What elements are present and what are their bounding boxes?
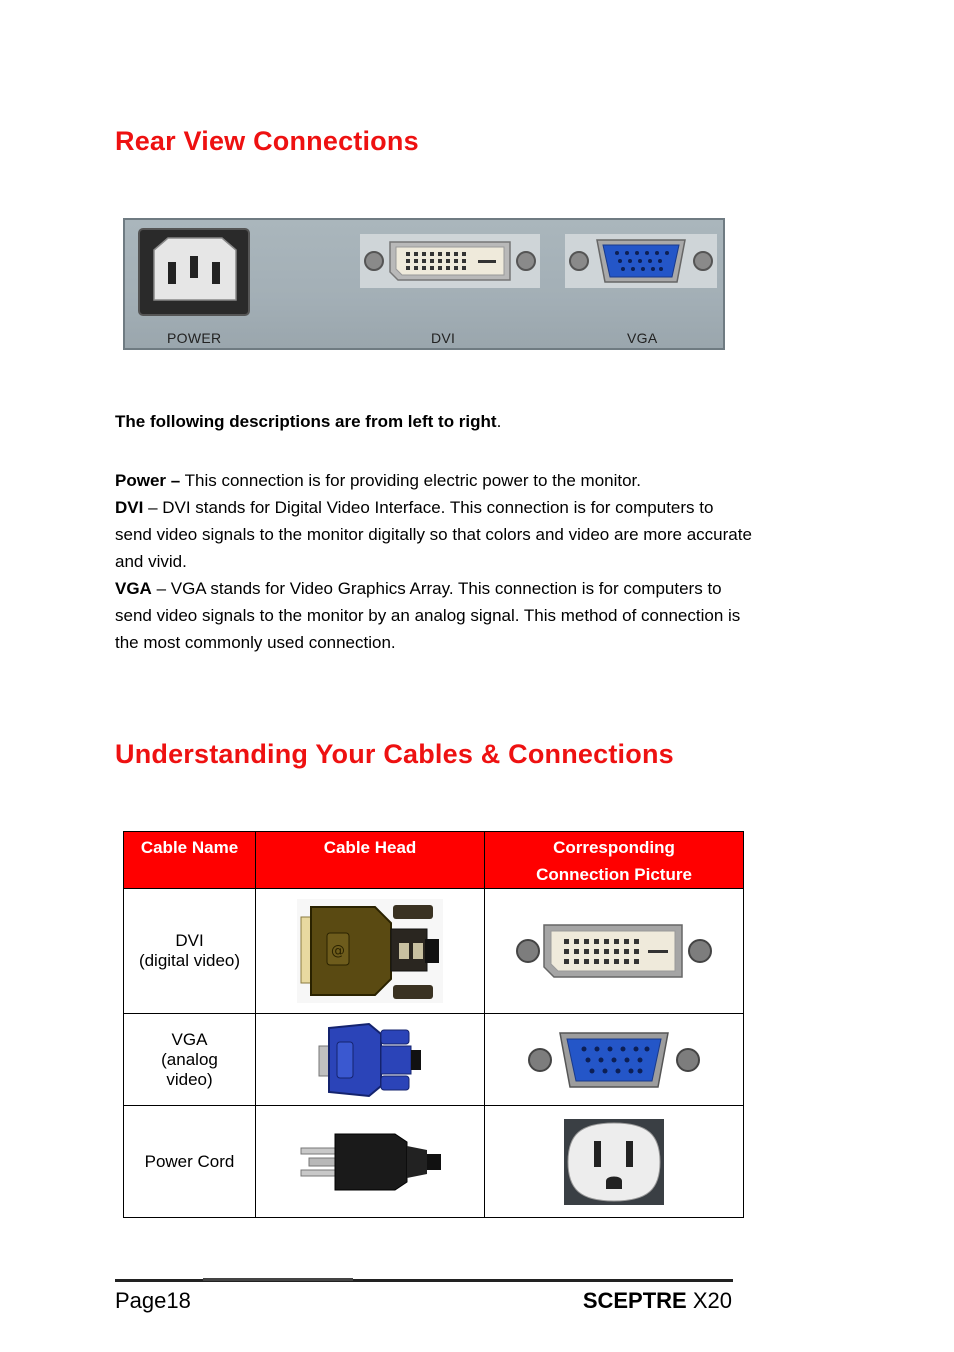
intro-tail: .	[496, 412, 502, 431]
connection-descriptions	[115, 467, 755, 656]
desc-body: This connection is for providing electric power to the monitor.	[180, 471, 642, 490]
panel-label-dvi: DVI	[431, 330, 456, 346]
power-plug-icon	[295, 1128, 445, 1196]
footer-rule-accent	[203, 1278, 353, 1281]
brand-name: SCEPTRE	[582, 1288, 687, 1313]
cable-name-cell	[124, 1014, 256, 1106]
vga-port-icon	[565, 234, 717, 288]
table-row	[124, 889, 744, 1014]
page-number: Page18	[115, 1288, 191, 1313]
table-row	[124, 1014, 744, 1106]
cable-name-sub: (digital video)	[138, 951, 241, 970]
section-title-rear-view: Rear View Connections	[115, 126, 419, 156]
connection-picture-cell	[485, 1106, 744, 1218]
desc-power	[115, 467, 755, 494]
power-outlet-icon	[564, 1119, 664, 1205]
power-socket-icon	[138, 228, 250, 316]
vga-port-icon	[526, 1029, 702, 1091]
desc-dvi	[115, 494, 755, 575]
table-header-row	[124, 832, 744, 889]
connection-picture-cell	[485, 889, 744, 1014]
cable-name-cell	[124, 1106, 256, 1218]
intro-text	[115, 412, 755, 432]
cable-name: Power Cord	[144, 1151, 235, 1171]
header-connection-picture: Corresponding Connection Picture	[485, 832, 744, 889]
intro-bold: The following descriptions are from left to right	[115, 412, 497, 431]
model-name: X20	[686, 1288, 732, 1313]
cable-name: DVI	[175, 931, 204, 950]
dvi-port-icon	[514, 919, 714, 983]
dvi-port-icon	[360, 234, 540, 288]
svg-text:@: @	[331, 943, 345, 959]
header-cable-head: Cable Head	[256, 832, 485, 889]
brand-model	[583, 1288, 732, 1314]
panel-label-power: POWER	[167, 330, 222, 346]
panel-label-vga: VGA	[627, 330, 658, 346]
table-row	[124, 1106, 744, 1218]
desc-term: VGA	[115, 579, 152, 598]
cable-name: VGA	[171, 1029, 208, 1049]
header-cable-name: Cable Name	[124, 832, 256, 889]
rear-panel-image	[123, 218, 725, 350]
cable-head-cell	[256, 1106, 485, 1218]
cable-name-sub: (analog	[161, 1049, 218, 1069]
footer-rule	[115, 1279, 733, 1282]
cable-name-cell	[124, 889, 256, 1014]
connection-picture-cell	[485, 1014, 744, 1106]
vga-cable-head-icon	[315, 1022, 425, 1098]
desc-term: DVI	[115, 498, 144, 517]
desc-body: – DVI stands for Digital Video Interface. This connection is for computers to send video signals to the monitor digitally so that colors and video are more accurate and vivid.	[115, 498, 752, 571]
cable-head-cell	[256, 1014, 485, 1106]
cables-table	[123, 831, 744, 1218]
desc-term: Power –	[115, 471, 181, 490]
dvi-cable-head-icon	[297, 899, 443, 1003]
cable-head-cell	[256, 889, 485, 1014]
desc-body: – VGA stands for Video Graphics Array. This connection is for computers to send video signals to the monitor by an analog signal. This method of connection is the most commonly used connection.	[115, 579, 741, 652]
section-title-cables: Understanding Your Cables & Connections	[115, 739, 674, 769]
desc-vga	[115, 575, 755, 656]
cable-name-sub: video)	[166, 1069, 213, 1089]
